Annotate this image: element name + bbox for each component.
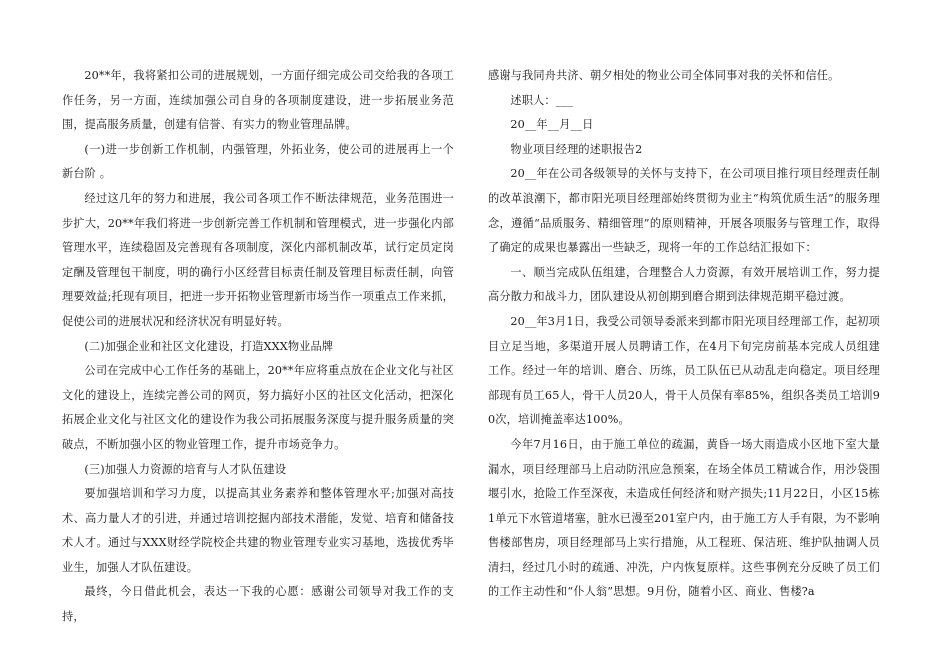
report-title: 物业项目经理的述职报告2 (510, 142, 643, 156)
paragraph-mechanism-detail: 经过这几年的努力和进展，我公司各项工作不断法律规范，业务范围进一步扩大，20**年我们将进一步创新完善工作机制和管理模式，进一步强化内部管理水平，连续稳固及完善现有各项制度，深化内部机制改革，试行定员定岗定酬及管理包干制度，明的确行小区经营目标责任制及管理目标责任制，向管理要效益;托现有项目，把进一步开拓物业管理新市场当作一项重点工作来抓，促使公司的进展状况和经济状况有明显好转。 (62, 191, 454, 328)
heading-team-building: 一、顺当完成队伍组建，合理整合人力资源，有效开展培训工作，努力提高分散力和战斗力，团队建设从初创期到磨合期到法律规范期平稳过渡。 (488, 265, 880, 304)
paragraph-report-intro: 20__年在公司各级领导的关怀与支持下，在公司项目推行项目经理责任制的改革浪潮下，都市阳光项目经理部始终贯彻为业主“构筑优质生活”的服务理念，遵循“品质服务、精细管理”的原则精神，开展各项服务与管理工作，取得了确定的成果也暴露出一些缺乏，现将一年的工作总结汇报如下： (488, 167, 880, 255)
paragraph-talent-detail: 要加强培训和学习力度，以提高其业务素养和整体管理水平;加强对高技术、高力量人才的引进，并通过培训挖掘内部技术潜能，发觉、培育和储备技术人才。通过与XXX财经学院校企共建的物业管理专业实习基地，选拔优秀毕业生，加强人才队伍建设。 (62, 487, 454, 574)
paragraph-work-plan: 20**年，我将紧扣公司的进展规划，一方面仔细完成公司交给我的各项工作任务，另一方面，连续加强公司自身的各项制度建设，进一步拓展业务范围，提高服务质量，创建有信誉、有实力的物业管理品牌。 (62, 69, 454, 132)
heading-culture-building: (二)加强企业和社区文化建设，打造XXX物业品牌 (84, 339, 334, 353)
paragraph-team-detail: 20__年3月1日，我受公司领导委派来到都市阳光项目经理部工作，起初项目立足当地，多渠道开展人员聘请工作，在4月下旬完房前基本完成人员组建工作。经过一年的培训、磨合、历练，员工队伍已从动乱走向稳定。项目经理部现有员工65人，骨干人员20人，骨干人员保有率85%，组织各类员工培训90次，培训掩盖率达100%。 (488, 314, 880, 427)
signature-date: 20__年__月__日 (510, 118, 594, 132)
paragraph-culture-detail: 公司在完成中心工作任务的基础上，20**年应将重点放在企业文化与社区文化的建设上，连续完善公司的网页，努力搞好小区的社区文化活动，把深化拓展企业文化与社区文化的建设作为我公司拓展服务深度与提升服务质量的突破点，不断加强小区的物业管理工作，提升市场竞争力。 (62, 364, 454, 451)
right-column (488, 64, 880, 605)
signature-reporter: 述职人：___ (510, 93, 573, 107)
heading-talent-building: (三)加强人力资源的培育与人才队伍建设 (84, 462, 287, 476)
paragraph-incident-detail: 今年7月16日，由于施工单位的疏漏，黄昏一场大雨造成小区地下室大量漏水，项目经理部马上启动防汛应急预案，在场全体员工精诚合作，用沙袋围堰引水，抢险工作至深夜，未造成任何经济和财产损失;11月22日，小区15栋1单元下水管道堵塞，脏水已漫至201室户内，由于施工方人手有限，为不影响售楼部售房，项目经理部马上实行措施，从工程班、保洁班、维护队抽调人员清扫，经过几小时的疏通、冲洗，户内恢复原样。这些事例充分反映了员工们的工作主动性和“仆人翁”思想。9月份，随着小区、商业、售楼?a (488, 437, 880, 599)
left-column (62, 64, 454, 630)
heading-innovate-mechanism: (一)进一步创新工作机制，内强管理，外拓业务，使公司的进展再上一个新台阶 。 (62, 142, 454, 181)
paragraph-closing: 最终，今日借此机会，表达一下我的心愿：感谢公司领导对我工作的支持， (62, 585, 454, 624)
paragraph-thanks-continued: 感谢与我同舟共济、朝夕相处的物业公司全体同事对我的关怀和信任。 (488, 69, 840, 82)
